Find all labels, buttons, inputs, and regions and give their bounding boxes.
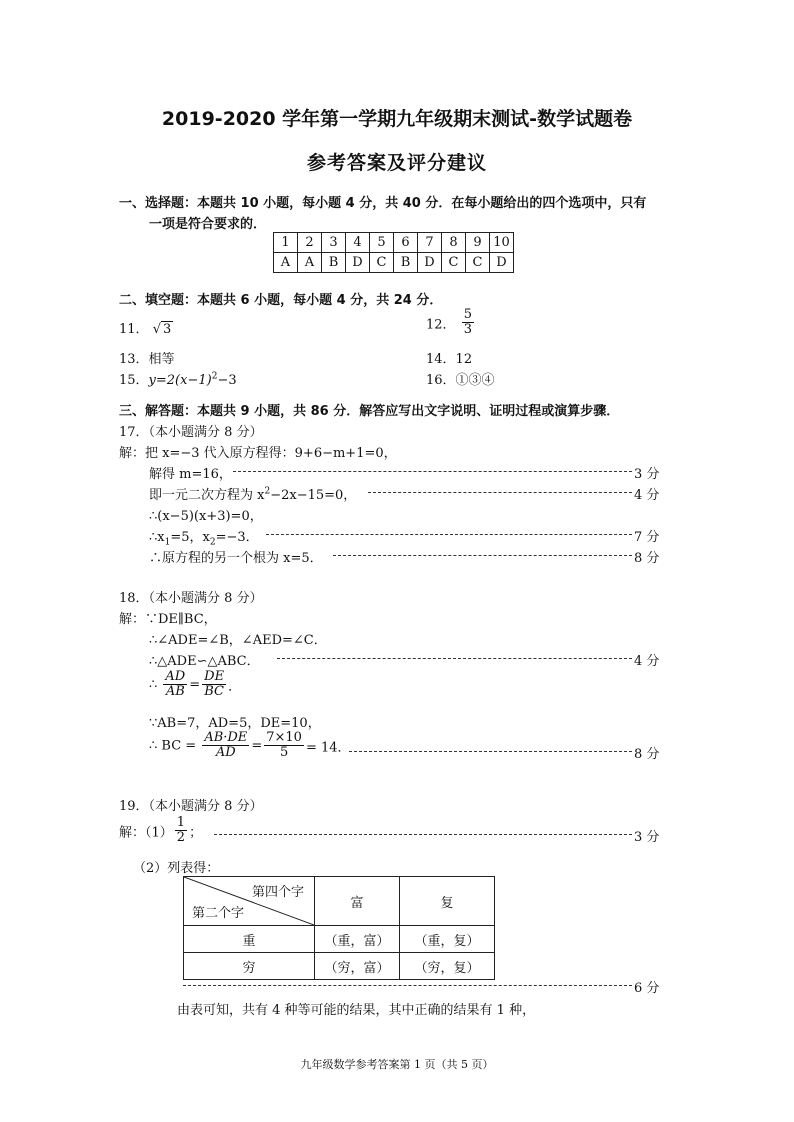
semicolon: ； <box>189 825 203 841</box>
corner-bottom-label: 第二个字 <box>192 906 245 921</box>
q17-title: 17．（本小题满分 8 分） <box>119 425 263 440</box>
answer-number: 3 <box>322 233 346 253</box>
q17-l5-sub2: 2 <box>209 537 216 548</box>
answer-number: 7 <box>418 233 442 253</box>
q18-fraction-formula <box>202 731 249 761</box>
q17-l5b: =5，x <box>170 530 210 545</box>
table-cell: （重，富） <box>315 926 400 953</box>
q18-line3: ∴△ADE∽△ABC． <box>149 654 260 669</box>
page-title: 2019-2020 学年第一学期九年级期末测试-数学试题卷 <box>161 108 633 130</box>
q17-l3-exponent: 2 <box>264 486 271 497</box>
score-leader <box>349 751 632 752</box>
table-row <box>184 926 495 953</box>
answer-12 <box>426 308 476 338</box>
score-leader <box>368 492 632 493</box>
denominator: AB <box>165 684 185 700</box>
table-cell: （穷，复） <box>400 953 495 980</box>
answer-choice: B <box>322 253 346 273</box>
q17-line3 <box>149 484 356 503</box>
answer-choice: D <box>418 253 442 273</box>
q17-score-4: 4 分 <box>634 488 660 503</box>
q12-label: 12． <box>426 317 456 333</box>
q17-l5-sub1: 1 <box>164 537 171 548</box>
q18-line6 <box>149 731 351 761</box>
answer-choice: A <box>298 253 322 273</box>
q17-score-8: 8 分 <box>634 551 660 566</box>
answer-13: 13．相等 <box>119 352 175 367</box>
table-cell: （穷，富） <box>315 953 400 980</box>
q17-score-3: 3 分 <box>634 467 660 482</box>
answer-16: 16．①③④ <box>426 373 495 388</box>
row-header: 穷 <box>184 953 315 980</box>
q18-title: 18．（本小题满分 8 分） <box>119 591 263 606</box>
q15-expr: y=2(x−1) <box>148 373 212 388</box>
table-cell: （重，复） <box>400 926 495 953</box>
q17-line5 <box>149 526 259 548</box>
answer-choice: A <box>274 253 298 273</box>
score-leader <box>277 658 632 659</box>
q18-fraction-ad-ab <box>163 670 187 700</box>
q17-line4: ∴(x−5)(x+3)=0， <box>149 509 263 524</box>
answer-number: 10 <box>490 233 514 253</box>
q15-label: 15． <box>119 373 149 388</box>
diagonal-header <box>184 877 314 925</box>
q18-line1: 解：∵DE∥BC， <box>119 612 217 627</box>
table-header-row <box>184 877 495 926</box>
q17-line2: 解得 m=16， <box>149 467 232 482</box>
answer-14: 14．12 <box>426 352 473 367</box>
answer-choice: C <box>466 253 490 273</box>
q17-score-7: 7 分 <box>634 530 660 545</box>
answer-choice: B <box>394 253 418 273</box>
answer-number: 4 <box>346 233 370 253</box>
numerator: 7×10 <box>266 730 302 745</box>
q18-score-4: 4 分 <box>634 654 660 669</box>
q17-l3a: 即一元二次方程为 x <box>149 488 265 503</box>
q18-line2: ∴∠ADE=∠B，∠AED=∠C． <box>149 633 327 648</box>
answer-number: 8 <box>442 233 466 253</box>
numerator: AB·DE <box>204 730 248 745</box>
q18-bc-lhs: ∴ BC = <box>149 738 197 754</box>
answer-11 <box>119 318 173 337</box>
q18-result: = 14． <box>305 740 351 756</box>
q17-l5a: ∴x <box>149 530 165 545</box>
q19-title: 19．（本小题满分 8 分） <box>119 799 263 814</box>
section2-heading: 二、填空题：本题共 6 小题，每小题 4 分，共 24 分． <box>119 293 443 308</box>
q19-score-6: 6 分 <box>634 981 660 996</box>
table-row <box>184 953 495 980</box>
q17-line1: 解：把 x=−3 代入原方程得：9+6−m+1=0， <box>119 446 397 461</box>
q15-expr-tail: −3 <box>217 373 237 388</box>
numerator: DE <box>204 669 225 684</box>
answer-choice: C <box>442 253 466 273</box>
q17-line6: ∴原方程的另一个根为 x=5． <box>149 551 323 566</box>
q18-line4 <box>149 670 241 700</box>
answer-number: 5 <box>370 233 394 253</box>
answer-number: 9 <box>466 233 490 253</box>
answer-number: 6 <box>394 233 418 253</box>
q17-l5c: =−3． <box>215 530 259 545</box>
table-corner-cell <box>184 877 315 926</box>
denominator: AD <box>215 745 236 761</box>
q18-line5: ∵AB=7，AD=5，DE=10， <box>149 716 321 731</box>
q18-score-8: 8 分 <box>634 747 660 762</box>
probability-table <box>183 876 495 980</box>
q18-fraction-de-bc <box>202 670 226 700</box>
answer-number: 1 <box>274 233 298 253</box>
denominator: 2 <box>176 830 186 846</box>
score-leader <box>266 534 632 535</box>
q19-fraction-half <box>175 816 187 846</box>
answer-table <box>273 232 514 273</box>
answer-number: 2 <box>298 233 322 253</box>
q19-line1 <box>119 816 202 846</box>
page-subtitle: 参考答案及评分建议 <box>306 152 487 174</box>
q15-exponent: 2 <box>211 371 218 382</box>
denominator: BC <box>204 684 224 700</box>
denominator: 5 <box>279 745 289 761</box>
q18-fraction-values <box>264 731 304 761</box>
answer-choice: D <box>490 253 514 273</box>
q19-line3: 由表可知，共有 4 种等可能的结果，其中正确的结果有 1 种， <box>177 1003 536 1018</box>
answer-choice: C <box>370 253 394 273</box>
numerator: 1 <box>176 815 186 830</box>
answer-number-row <box>274 233 514 253</box>
q19-score-3: 3 分 <box>634 830 660 845</box>
section1-heading: 一、选择题：本题共 10 小题，每小题 4 分，共 40 分．在每小题给出的四个选项中，只有 <box>119 196 647 211</box>
period: ． <box>228 679 242 695</box>
q19-part1-label: 解：（1） <box>119 825 173 841</box>
q17-l3b: −2x−15=0， <box>270 488 357 503</box>
q19-line2: （2）列表得： <box>133 861 220 876</box>
score-leader <box>333 555 632 556</box>
answer-choice: D <box>346 253 370 273</box>
equals-sign: = <box>251 738 263 754</box>
q11-label: 11． <box>119 322 149 337</box>
q12-fraction <box>462 308 474 338</box>
q12-denominator: 3 <box>463 322 472 338</box>
q18-therefore: ∴ <box>149 677 158 693</box>
section3-heading: 三、解答题：本题共 9 小题，共 86 分．解答应写出文字说明、证明过程或演算步骤． <box>119 404 620 419</box>
q11-radicand: 3 <box>162 322 172 337</box>
column-header: 复 <box>400 877 495 926</box>
numerator: AD <box>165 669 186 684</box>
sqrt-symbol: √ 3 <box>152 322 172 337</box>
page-footer: 九年级数学参考答案第 1 页（共 5 页） <box>300 1058 494 1071</box>
score-leader <box>233 471 632 472</box>
score-leader <box>183 985 632 986</box>
answer-choice-row <box>274 253 514 273</box>
answer-15 <box>119 369 237 388</box>
row-header: 重 <box>184 926 315 953</box>
section1-heading-cont: 一项是符合要求的． <box>149 217 267 232</box>
column-header: 富 <box>315 877 400 926</box>
q12-numerator: 5 <box>463 307 472 322</box>
corner-top-label: 第四个字 <box>251 885 304 900</box>
equals-sign: = <box>189 677 201 693</box>
score-leader <box>214 834 632 835</box>
